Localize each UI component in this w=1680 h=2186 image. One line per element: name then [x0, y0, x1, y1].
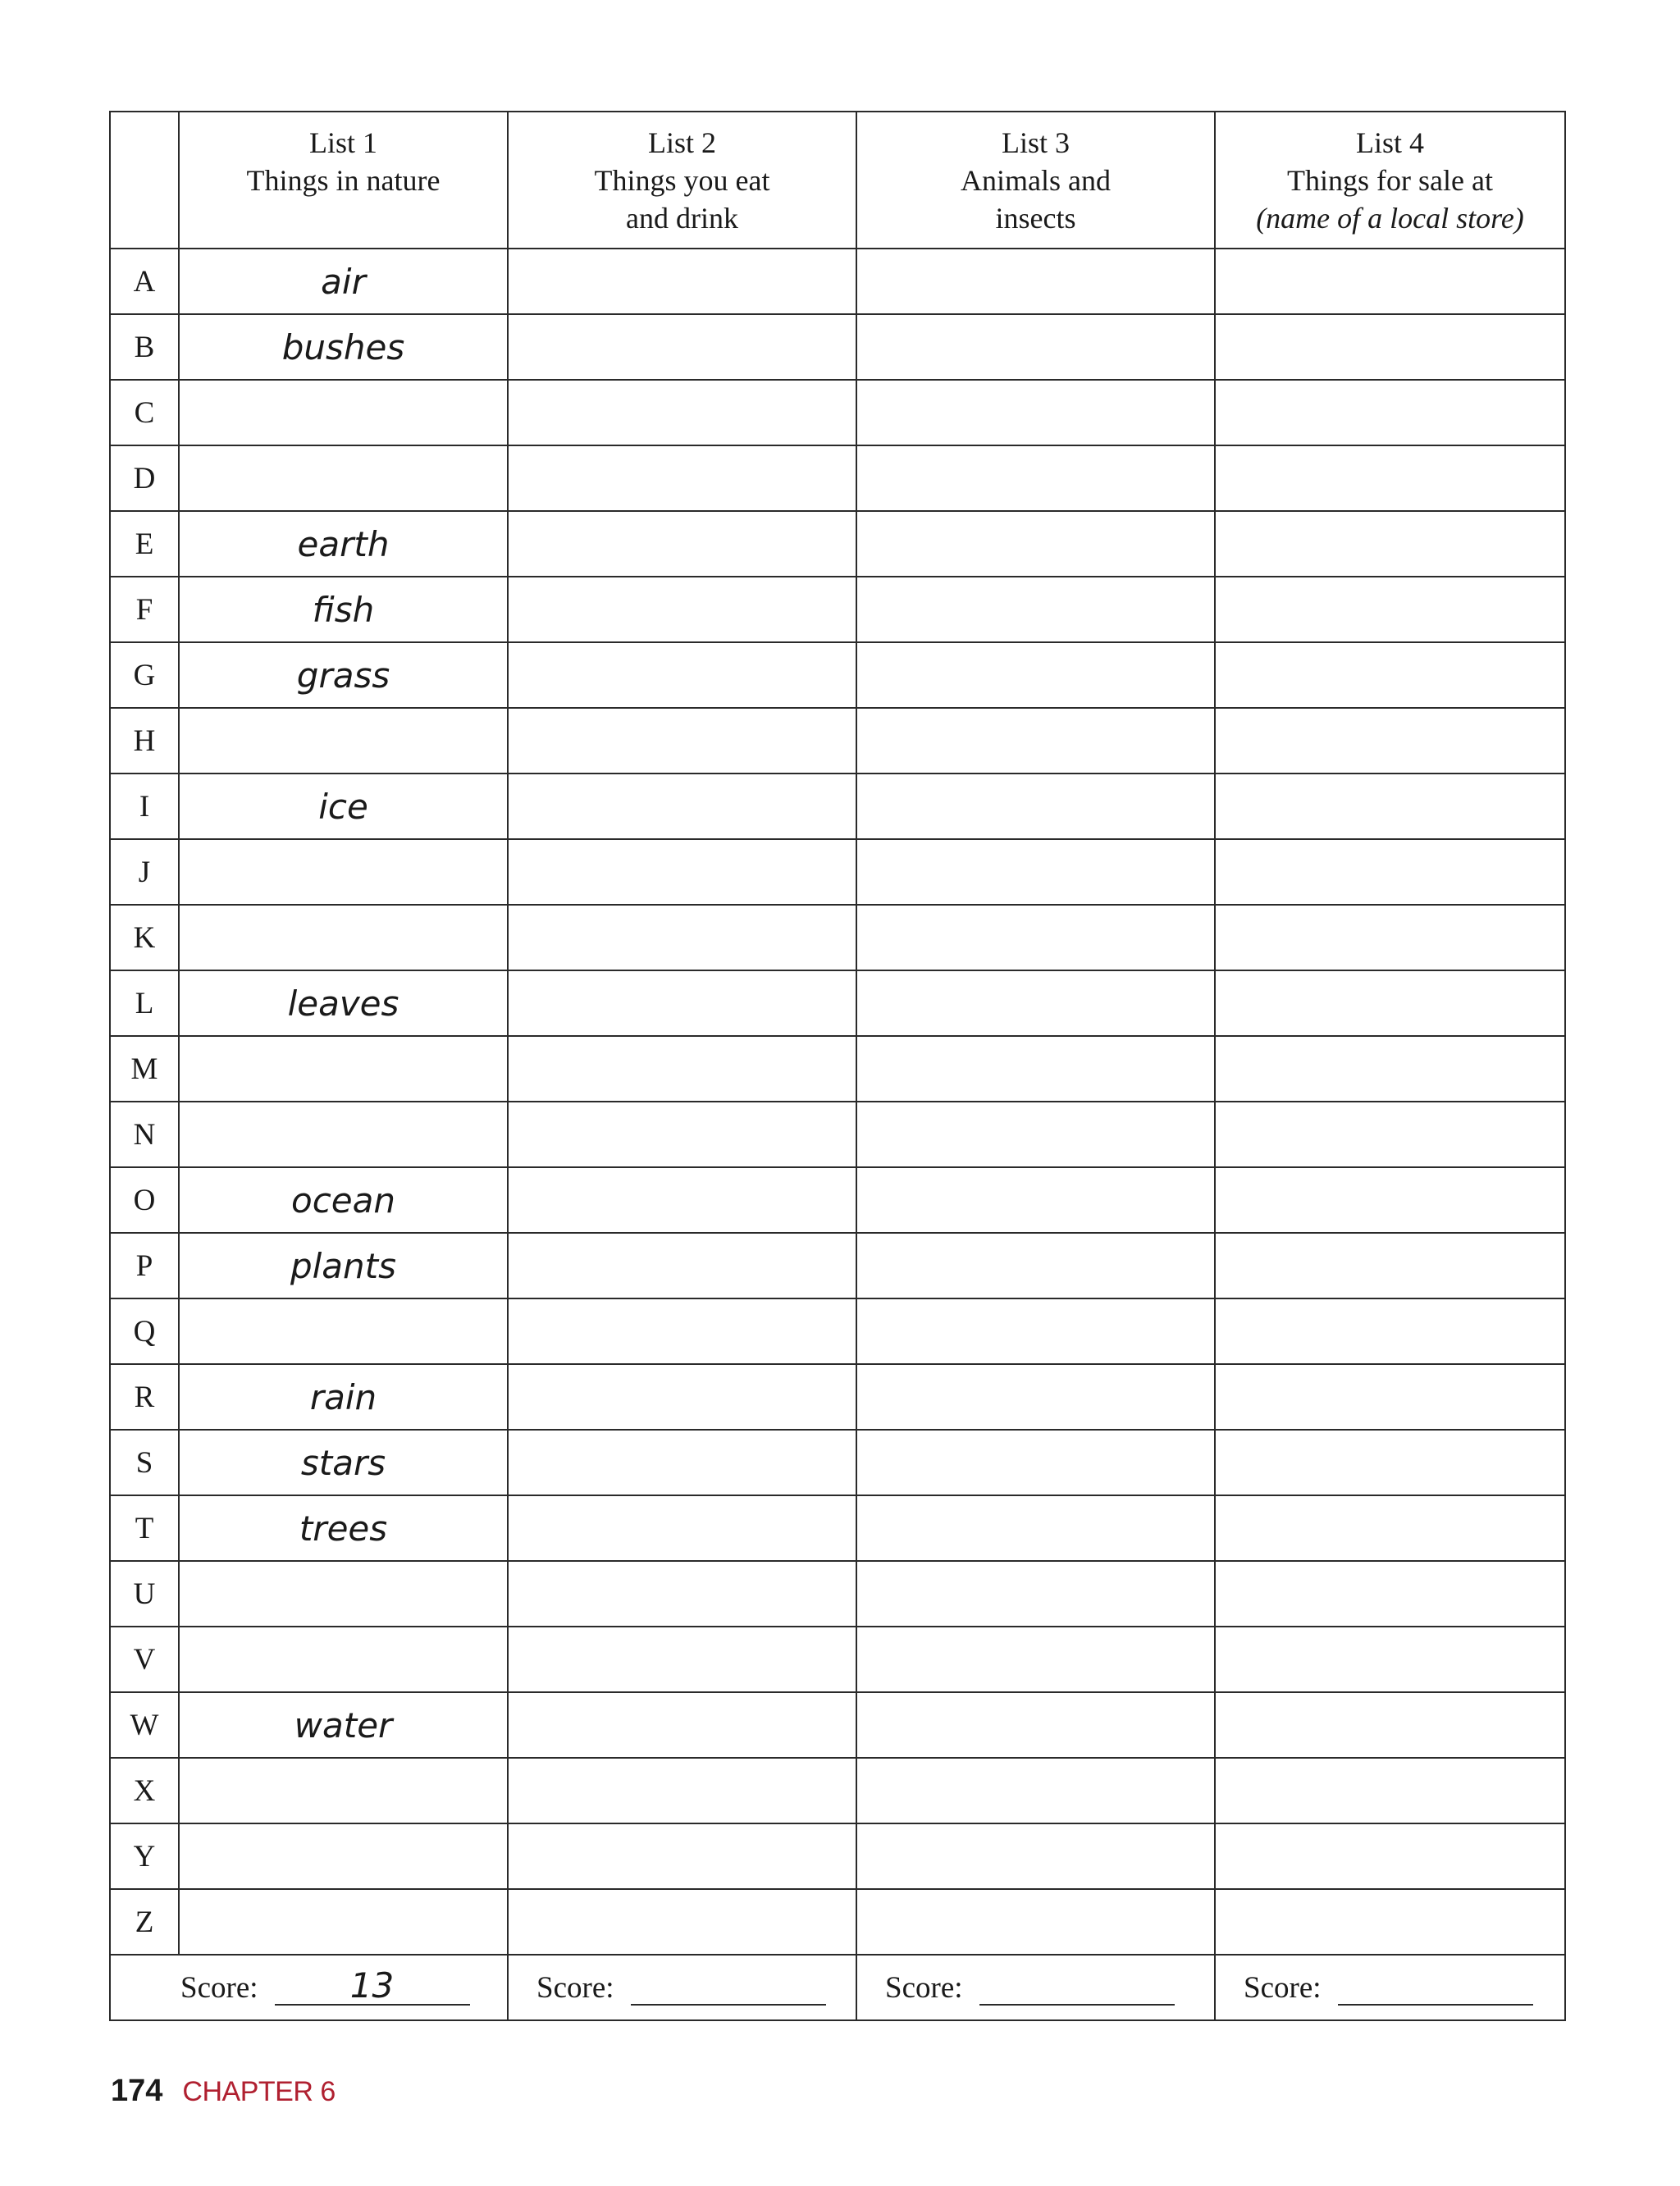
row-letter: B — [110, 314, 179, 380]
list4-header — [1215, 112, 1565, 249]
row-letter: F — [110, 577, 179, 642]
list3-entry[interactable] — [856, 1298, 1215, 1364]
row-letter: V — [110, 1627, 179, 1692]
list3-entry[interactable] — [856, 1167, 1215, 1233]
list4-entry[interactable] — [1215, 1627, 1565, 1692]
list4-entry[interactable] — [1215, 1298, 1565, 1364]
list3-entry[interactable] — [856, 970, 1215, 1036]
list2-score-field[interactable] — [631, 1971, 826, 2006]
list4-entry[interactable] — [1215, 1823, 1565, 1889]
list1-entry[interactable]: leaves — [179, 970, 508, 1036]
list4-score-cell — [1215, 1955, 1565, 2020]
list2-entry[interactable] — [508, 1430, 856, 1495]
table-row — [110, 839, 1565, 905]
list1-entry[interactable]: ocean — [179, 1167, 508, 1233]
list3-entry[interactable] — [856, 1495, 1215, 1561]
list1-score-field[interactable] — [275, 1965, 470, 2006]
table-row — [110, 1823, 1565, 1889]
list4-entry[interactable] — [1215, 445, 1565, 511]
list3-entry[interactable] — [856, 1430, 1215, 1495]
list3-entry[interactable] — [856, 642, 1215, 708]
table-row — [110, 249, 1565, 314]
list3-subtitle-line1: Animals and — [961, 163, 1111, 197]
list4-entry[interactable] — [1215, 774, 1565, 839]
list3-entry[interactable] — [856, 1364, 1215, 1430]
list2-entry[interactable] — [508, 511, 856, 577]
row-letter: G — [110, 642, 179, 708]
score-label: Score: — [536, 1970, 614, 2005]
list4-entry[interactable] — [1215, 1889, 1565, 1955]
table-row — [110, 445, 1565, 511]
list4-store-placeholder: (name of a local store) — [1256, 201, 1524, 235]
list2-entry[interactable] — [508, 905, 856, 970]
list3-entry[interactable] — [856, 314, 1215, 380]
row-letter: A — [110, 249, 179, 314]
list3-entry[interactable] — [856, 511, 1215, 577]
list3-entry[interactable] — [856, 1627, 1215, 1692]
list1-score-cell — [110, 1955, 508, 2020]
list2-entry[interactable] — [508, 1823, 856, 1889]
list1-entry[interactable] — [179, 1298, 508, 1364]
table-row — [110, 1167, 1565, 1233]
row-letter: H — [110, 708, 179, 774]
list3-entry[interactable] — [856, 905, 1215, 970]
list4-entry[interactable] — [1215, 511, 1565, 577]
list1-entry[interactable]: trees — [179, 1495, 508, 1561]
list4-entry[interactable] — [1215, 1102, 1565, 1167]
list1-entry[interactable]: grass — [179, 642, 508, 708]
list2-title: List 2 — [647, 126, 716, 159]
list2-entry[interactable] — [508, 445, 856, 511]
list1-entry[interactable] — [179, 380, 508, 445]
list1-entry[interactable]: air — [179, 249, 508, 314]
list3-entry[interactable] — [856, 577, 1215, 642]
table-row — [110, 314, 1565, 380]
list2-entry[interactable] — [508, 839, 856, 905]
list1-entry[interactable] — [179, 905, 508, 970]
table-row — [110, 774, 1565, 839]
list2-entry[interactable] — [508, 1036, 856, 1102]
list4-entry[interactable] — [1215, 1561, 1565, 1627]
list3-entry[interactable] — [856, 249, 1215, 314]
list2-header — [508, 112, 856, 249]
list1-entry[interactable]: earth — [179, 511, 508, 577]
list4-entry[interactable] — [1215, 839, 1565, 905]
list1-entry[interactable]: fish — [179, 577, 508, 642]
row-letter: I — [110, 774, 179, 839]
row-letter: X — [110, 1758, 179, 1823]
list4-entry[interactable] — [1215, 1692, 1565, 1758]
list4-entry[interactable] — [1215, 970, 1565, 1036]
list2-entry[interactable] — [508, 1102, 856, 1167]
list2-score-cell — [508, 1955, 856, 2020]
table-row — [110, 905, 1565, 970]
list3-entry[interactable] — [856, 1823, 1215, 1889]
table-row — [110, 708, 1565, 774]
table-row — [110, 1430, 1565, 1495]
list1-entry[interactable]: plants — [179, 1233, 508, 1298]
table-row — [110, 970, 1565, 1036]
chapter-label: CHAPTER 6 — [182, 2076, 336, 2107]
list1-score-value: 13 — [349, 1965, 395, 2006]
list1-entry[interactable] — [179, 445, 508, 511]
list1-entry[interactable]: water — [179, 1692, 508, 1758]
list3-entry[interactable] — [856, 1889, 1215, 1955]
row-letter: L — [110, 970, 179, 1036]
table-row — [110, 1036, 1565, 1102]
list2-entry[interactable] — [508, 577, 856, 642]
table-row — [110, 1233, 1565, 1298]
list2-entry[interactable] — [508, 1889, 856, 1955]
header-row — [110, 112, 1565, 249]
list3-entry[interactable] — [856, 380, 1215, 445]
list2-entry[interactable] — [508, 1167, 856, 1233]
table-row — [110, 1364, 1565, 1430]
list4-entry[interactable] — [1215, 905, 1565, 970]
list3-title: List 3 — [1001, 126, 1070, 159]
list1-entry[interactable] — [179, 708, 508, 774]
list2-entry[interactable] — [508, 1561, 856, 1627]
list2-subtitle-line2: and drink — [626, 201, 738, 235]
list3-subtitle-line2: insects — [995, 201, 1076, 235]
list1-entry[interactable]: rain — [179, 1364, 508, 1430]
row-letter: R — [110, 1364, 179, 1430]
table-row — [110, 1758, 1565, 1823]
list1-entry[interactable] — [179, 1758, 508, 1823]
row-letter: N — [110, 1102, 179, 1167]
alphabet-list-worksheet — [109, 111, 1566, 2021]
table-row — [110, 380, 1565, 445]
row-letter: M — [110, 1036, 179, 1102]
list4-entry[interactable] — [1215, 577, 1565, 642]
row-letter: U — [110, 1561, 179, 1627]
row-letter: Y — [110, 1823, 179, 1889]
table-row — [110, 1692, 1565, 1758]
list4-entry[interactable] — [1215, 249, 1565, 314]
list4-entry[interactable] — [1215, 1233, 1565, 1298]
row-letter: Z — [110, 1889, 179, 1955]
list3-entry[interactable] — [856, 708, 1215, 774]
list4-subtitle: Things for sale at — [1287, 163, 1493, 197]
row-letter: C — [110, 380, 179, 445]
row-letter: D — [110, 445, 179, 511]
table-row — [110, 1102, 1565, 1167]
list1-entry[interactable] — [179, 1036, 508, 1102]
row-letter: K — [110, 905, 179, 970]
list4-entry[interactable] — [1215, 1167, 1565, 1233]
list4-entry[interactable] — [1215, 1036, 1565, 1102]
list1-title: List 1 — [308, 126, 377, 159]
list2-entry[interactable] — [508, 249, 856, 314]
list4-entry[interactable] — [1215, 1758, 1565, 1823]
list4-entry[interactable] — [1215, 642, 1565, 708]
score-label: Score: — [180, 1970, 258, 2005]
list3-entry[interactable] — [856, 1758, 1215, 1823]
list1-entry[interactable] — [179, 1889, 508, 1955]
list1-entry[interactable] — [179, 1561, 508, 1627]
list3-score-cell — [856, 1955, 1215, 2020]
table-row — [110, 1495, 1565, 1561]
list3-entry[interactable] — [856, 1102, 1215, 1167]
score-label: Score: — [1244, 1970, 1322, 2005]
table-row — [110, 1298, 1565, 1364]
score-label: Score: — [885, 1970, 963, 2005]
list2-entry[interactable] — [508, 1758, 856, 1823]
list3-entry[interactable] — [856, 1692, 1215, 1758]
list1-entry[interactable] — [179, 839, 508, 905]
list4-title: List 4 — [1355, 126, 1424, 159]
table-row — [110, 642, 1565, 708]
page-footer — [111, 2074, 336, 2109]
list3-entry[interactable] — [856, 1233, 1215, 1298]
row-letter: E — [110, 511, 179, 577]
list2-entry[interactable] — [508, 774, 856, 839]
row-letter: J — [110, 839, 179, 905]
row-letter: T — [110, 1495, 179, 1561]
table-row — [110, 1627, 1565, 1692]
list3-entry[interactable] — [856, 1036, 1215, 1102]
list4-entry[interactable] — [1215, 314, 1565, 380]
list3-entry[interactable] — [856, 839, 1215, 905]
row-letter: O — [110, 1167, 179, 1233]
list3-score-field[interactable] — [979, 1971, 1175, 2006]
list2-entry[interactable] — [508, 380, 856, 445]
list4-entry[interactable] — [1215, 380, 1565, 445]
list4-entry[interactable] — [1215, 1495, 1565, 1561]
row-letter: Q — [110, 1298, 179, 1364]
row-letter: P — [110, 1233, 179, 1298]
list1-header — [179, 112, 508, 249]
list4-entry[interactable] — [1215, 1430, 1565, 1495]
list2-subtitle-line1: Things you eat — [594, 163, 770, 197]
list2-entry[interactable] — [508, 642, 856, 708]
list3-entry[interactable] — [856, 445, 1215, 511]
list2-entry[interactable] — [508, 1298, 856, 1364]
list1-entry[interactable]: stars — [179, 1430, 508, 1495]
list3-entry[interactable] — [856, 1561, 1215, 1627]
list1-entry[interactable] — [179, 1823, 508, 1889]
list2-entry[interactable] — [508, 314, 856, 380]
list2-entry[interactable] — [508, 708, 856, 774]
table-row — [110, 577, 1565, 642]
row-letter: S — [110, 1430, 179, 1495]
row-letter: W — [110, 1692, 179, 1758]
table-row — [110, 1561, 1565, 1627]
list4-score-field[interactable] — [1338, 1971, 1533, 2006]
page-number: 174 — [111, 2074, 163, 2108]
list2-entry[interactable] — [508, 1233, 856, 1298]
list2-entry[interactable] — [508, 1627, 856, 1692]
list1-entry[interactable]: ice — [179, 774, 508, 839]
score-row — [110, 1955, 1565, 2020]
list2-entry[interactable] — [508, 1495, 856, 1561]
table-row — [110, 1889, 1565, 1955]
list2-entry[interactable] — [508, 1364, 856, 1430]
letter-column-header — [110, 112, 179, 249]
list1-entry[interactable]: bushes — [179, 314, 508, 380]
table-row — [110, 511, 1565, 577]
list1-entry[interactable] — [179, 1627, 508, 1692]
list4-entry[interactable] — [1215, 708, 1565, 774]
list2-entry[interactable] — [508, 1692, 856, 1758]
list1-entry[interactable] — [179, 1102, 508, 1167]
list2-entry[interactable] — [508, 970, 856, 1036]
list3-entry[interactable] — [856, 774, 1215, 839]
list1-subtitle: Things in nature — [246, 163, 441, 197]
list3-header — [856, 112, 1215, 249]
list4-entry[interactable] — [1215, 1364, 1565, 1430]
